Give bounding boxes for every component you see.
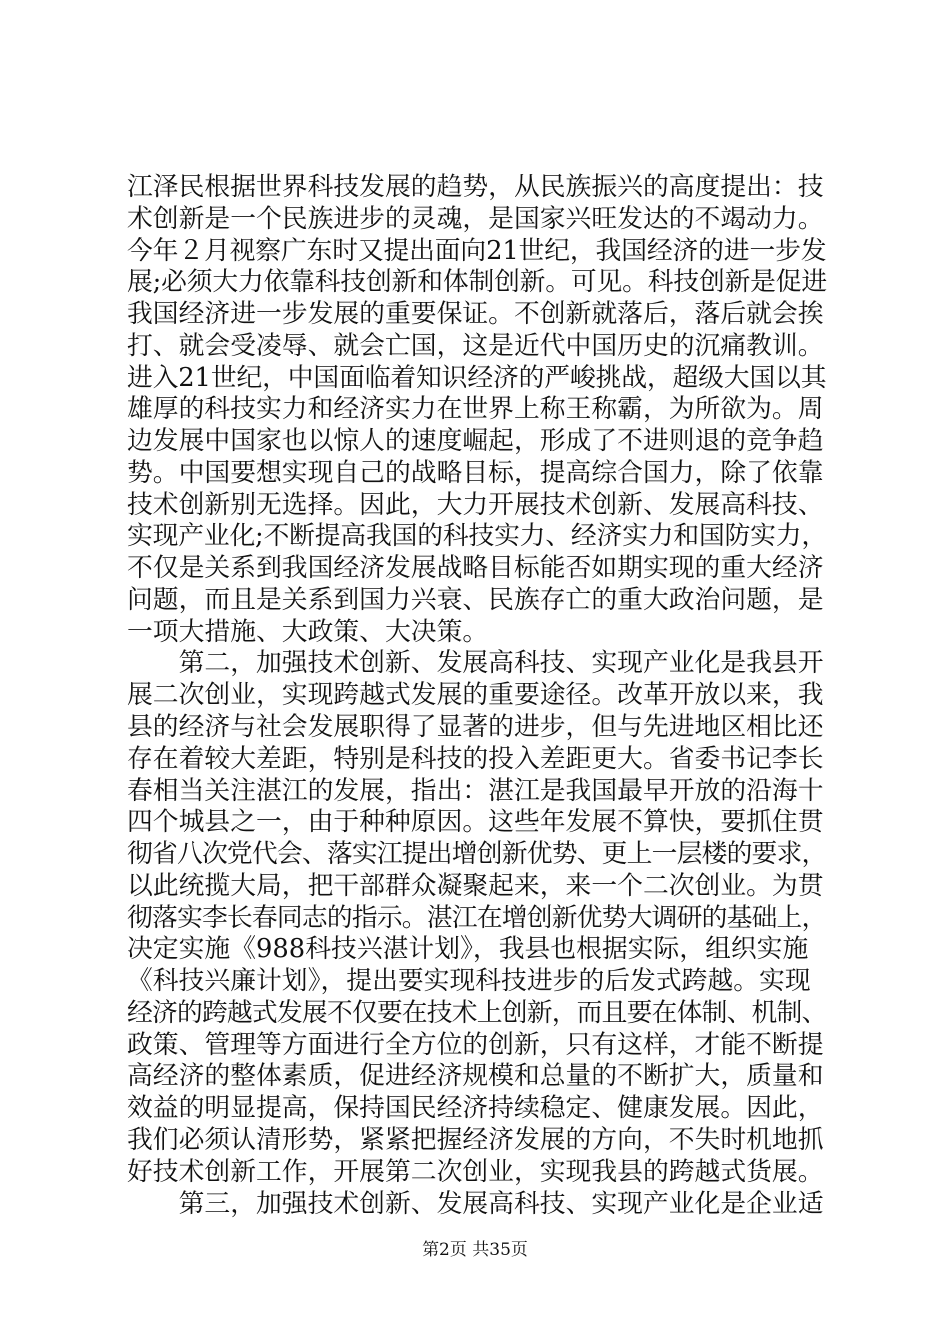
text-line: 第二，加强技术创新、发展高科技、实现产业化是我县开	[127, 648, 824, 679]
text-line: 彻省八次党代会、落实江提出增创新优势、更上一层楼的要求，	[127, 839, 827, 870]
text-line: 展二次创业，实现跨越式发展的重要途径。改革开放以来，我	[127, 680, 824, 711]
text-line: 我国经济进一步发展的重要保证。不创新就落后，落后就会挨	[127, 299, 824, 330]
text-line: 存在着较大差距，特别是科技的投入差距更大。省委书记李长	[127, 743, 824, 774]
text-line: 实现产业化;不断提高我国的科技实力、经济实力和国防实力，	[127, 521, 827, 552]
text-line: 效益的明显提高，保持国民经济持续稳定、健康发展。因此，	[127, 1093, 824, 1124]
text-line: 进入21世纪，中国面临着知识经济的严峻挑战，超级大国以其	[127, 362, 827, 393]
text-line: 春相当关注湛江的发展，指出：湛江是我国最早开放的沿海十	[127, 775, 824, 806]
text-line: 经济的跨越式发展不仅要在技术上创新，而且要在体制、机制、	[127, 997, 827, 1028]
text-line: 一项大措施、大政策、大决策。	[127, 616, 489, 647]
text-line: 打、就会受凌辱、就会亡国，这是近代中国历史的沉痛教训。	[127, 330, 824, 361]
text-line: 展;必须大力依靠科技创新和体制创新。可见。科技创新是促进	[127, 267, 827, 298]
text-line: 术创新是一个民族进步的灵魂，是国家兴旺发达的不竭动力。	[127, 203, 824, 234]
text-line: 雄厚的科技实力和经济实力在世界上称王称霸，为所欲为。周	[127, 394, 824, 425]
text-line: 边发展中国家也以惊人的速度崛起，形成了不进则退的竞争趋	[127, 426, 824, 457]
text-line: 高经济的整体素质，促进经济规模和总量的不断扩大，质量和	[127, 1061, 824, 1092]
text-line: 政策、管理等方面进行全方位的创新，只有这样，才能不断提	[127, 1029, 824, 1060]
text-line: 不仅是关系到我国经济发展战略目标能否如期实现的重大经济	[127, 553, 824, 584]
text-line: 《科技兴廉计划》，提出要实现科技进步的后发式跨越。实现	[127, 966, 811, 997]
text-line: 彻落实李长春同志的指示。湛江在增创新优势大调研的基础上，	[127, 902, 827, 933]
text-line: 县的经济与社会发展职得了显著的进步，但与先进地区相比还	[127, 712, 824, 743]
text-line: 我们必须认清形势，紧紧把握经济发展的方向，不失时机地抓	[127, 1124, 824, 1155]
text-line: 好技术创新工作，开展第二次创业，实现我县的跨越式货展。	[127, 1156, 824, 1187]
text-line: 江泽民根据世界科技发展的趋势，从民族振兴的高度提出：技	[127, 172, 824, 202]
text-line: 以此统揽大局，把干部群众凝聚起来，来一个二次创业。为贯	[127, 870, 824, 901]
text-line: 问题，而且是关系到国力兴衰、民族存亡的重大政治问题，是	[127, 584, 824, 615]
text-line: 决定实施《988科技兴湛计划》，我县也根据实际，组织实施	[127, 934, 809, 965]
document-body	[127, 172, 827, 1220]
text-line: 势。中国要想实现自己的战略目标，提高综合国力，除了依靠	[127, 457, 824, 488]
text-line: 今年２月视察广东时又提出面向21世纪，我国经济的进一步发	[127, 235, 827, 266]
text-line: 第三，加强技术创新、发展高科技、实现产业化是企业适	[127, 1188, 824, 1219]
text-line: 四个城县之一，由于种种原因。这些年发展不算快，要抓住贯	[127, 807, 824, 838]
page-footer: 第2页 共35页	[422, 1240, 528, 1260]
text-line: 技术创新别无选择。因此，大力开展技术创新、发展高科技、	[127, 489, 824, 520]
